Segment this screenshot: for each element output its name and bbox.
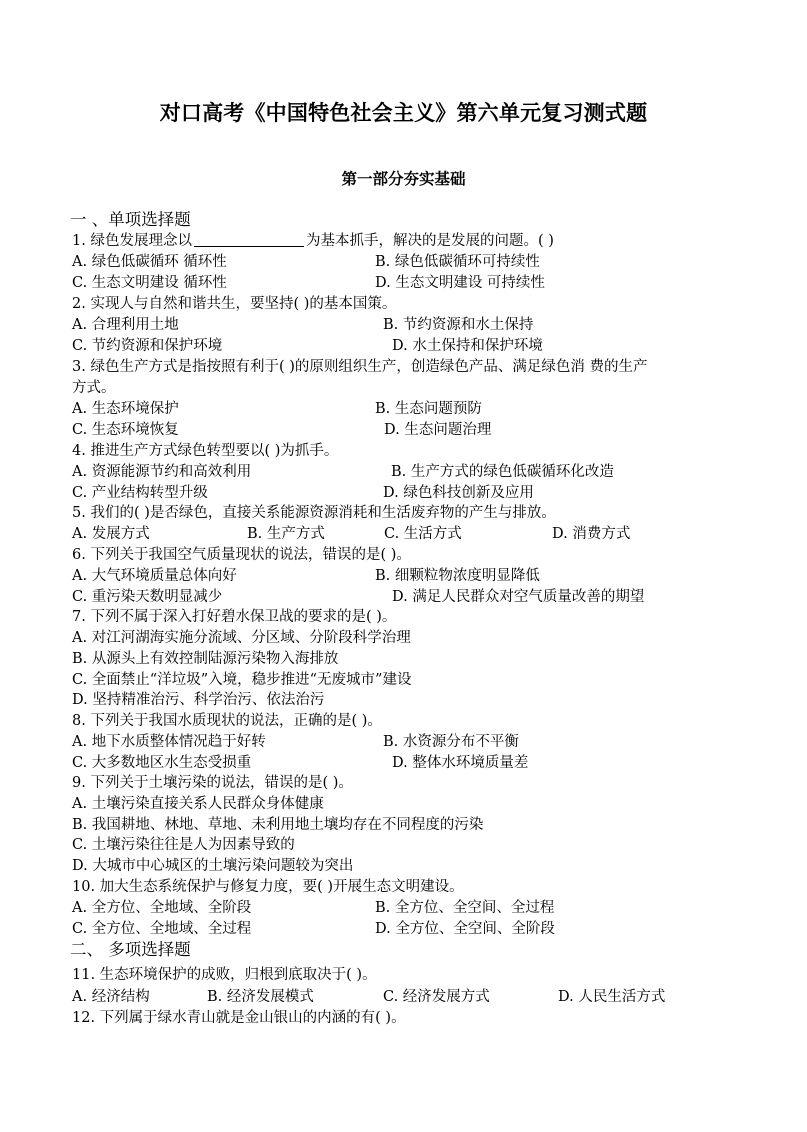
- option-d: D. 整体水环境质量差: [392, 755, 529, 771]
- option-b: B. 经济发展模式: [207, 989, 314, 1005]
- option-a: A. 经济结构: [72, 989, 150, 1005]
- question-1-stem-start: 1. 绿色发展理念以: [72, 233, 192, 249]
- option-b: B. 节约资源和水土保持: [383, 317, 534, 333]
- option-d: D. 绿色科技创新及应用: [383, 485, 534, 501]
- page-title: 对口高考《中国特色社会主义》第六单元复习测式题: [159, 101, 648, 125]
- option-b: B. 生态问题预防: [375, 401, 482, 417]
- option-d: D. 全方位、全空间、全阶段: [375, 921, 555, 937]
- option-c: C. 生态环境恢复: [72, 422, 179, 438]
- option-a: A. 绿色低碳循环 循环性: [72, 254, 227, 270]
- section-heading-single: 一 、单项选择题: [70, 210, 191, 229]
- option-b: B. 全方位、全空间、全过程: [375, 900, 555, 916]
- option-a: A. 土壤污染直接关系人民群众身体健康: [72, 796, 324, 812]
- option-b: B. 生产方式: [247, 526, 325, 542]
- option-a: A. 生态环境保护: [72, 401, 179, 417]
- question-1: [72, 231, 554, 251]
- option-c: C. 生态文明建设 循环性: [72, 275, 227, 291]
- option-d: D. 生态问题治理: [384, 422, 492, 438]
- option-d: D. 大城市中心城区的土壤污染问题较为突出: [72, 858, 354, 874]
- page-subtitle: 第一部分夯实基础: [341, 170, 466, 188]
- option-a: A. 合理利用土地: [72, 317, 179, 333]
- question-12: 12. 下列属于绿水青山就是金山银山的内涵的有( )。: [72, 1010, 406, 1026]
- option-b: B. 从源头上有效控制陆源污染物入海排放: [72, 651, 339, 667]
- option-c: C. 全面禁止“洋垃圾”入境，稳步推进“无废城市”建设: [72, 672, 412, 688]
- option-c: C. 大多数地区水生态受损重: [72, 755, 252, 771]
- question-5: 5. 我们的( )是否绿色，直接关系能源资源消耗和生活废弃物的产生与排放。: [72, 505, 556, 521]
- option-a: A. 对江河湖海实施分流域、分区域、分阶段科学治理: [72, 630, 411, 646]
- option-b: B. 细颗粒物浓度明显降低: [375, 568, 540, 584]
- option-a: A. 地下水质整体情况趋于好转: [72, 734, 266, 750]
- option-b: B. 我国耕地、林地、草地、未利用地土壤均存在不同程度的污染: [72, 817, 484, 833]
- option-d: D. 生态文明建设 可持续性: [375, 275, 545, 291]
- question-7: 7. 下列不属于深入打好碧水保卫战的要求的是( )。: [72, 609, 397, 625]
- question-2: 2. 实现人与自然和谐共生，要坚持( )的基本国策。: [72, 296, 397, 312]
- option-a: A. 发展方式: [72, 526, 150, 542]
- option-c: C. 土壤污染往往是人为因素导致的: [72, 837, 295, 853]
- option-d: D. 坚持精准治污、科学治污、依法治污: [72, 692, 325, 708]
- option-b: B. 生产方式的绿色低碳循环化改造: [391, 464, 614, 480]
- question-4: 4. 推进生产方式绿色转型要以( )为抓手。: [72, 443, 339, 459]
- option-c: C. 经济发展方式: [383, 989, 490, 1005]
- answer-blank: [194, 231, 304, 247]
- option-d: D. 人民生活方式: [558, 989, 666, 1005]
- option-d: D. 消费方式: [552, 526, 631, 542]
- question-6: 6. 下列关于我国空气质量现状的说法，错误的是( )。: [72, 547, 411, 563]
- question-11: 11. 生态环境保护的成败，归根到底取决于( )。: [72, 967, 377, 983]
- option-b: B. 绿色低碳循环可持续性: [375, 254, 540, 270]
- option-c: C. 生活方式: [384, 526, 462, 542]
- option-c: C. 全方位、全地域、全过程: [72, 921, 252, 937]
- option-c: C. 节约资源和保护环境: [72, 338, 223, 354]
- question-10: 10. 加大生态系统保护与修复力度，要( )开展生态文明建设。: [72, 879, 464, 895]
- question-3-line2: 方式。: [72, 380, 116, 396]
- option-c: C. 产业结构转型升级: [72, 485, 208, 501]
- question-1-stem-end: 为基本抓手，解决的是发展的问题。( ): [305, 233, 554, 249]
- option-b: B. 水资源分布不平衡: [383, 734, 519, 750]
- question-8: 8. 下列关于我国水质现状的说法，正确的是( )。: [72, 713, 382, 729]
- question-3-line1: 3. 绿色生产方式是指按照有利于( )的原则组织生产，创造绿色产品、满足绿色消 费的生产: [72, 359, 648, 375]
- section-heading-multi: 二、 多项选择题: [70, 940, 191, 959]
- option-a: A. 资源能源节约和高效利用: [72, 464, 252, 480]
- question-9: 9. 下列关于土壤污染的说法，错误的是( )。: [72, 775, 353, 791]
- option-d: D. 水土保持和保护环境: [392, 338, 543, 354]
- option-a: A. 大气环境质量总体向好: [72, 568, 237, 584]
- option-a: A. 全方位、全地域、全阶段: [72, 900, 252, 916]
- option-c: C. 重污染天数明显减少: [72, 589, 223, 605]
- option-d: D. 满足人民群众对空气质量改善的期望: [392, 589, 645, 605]
